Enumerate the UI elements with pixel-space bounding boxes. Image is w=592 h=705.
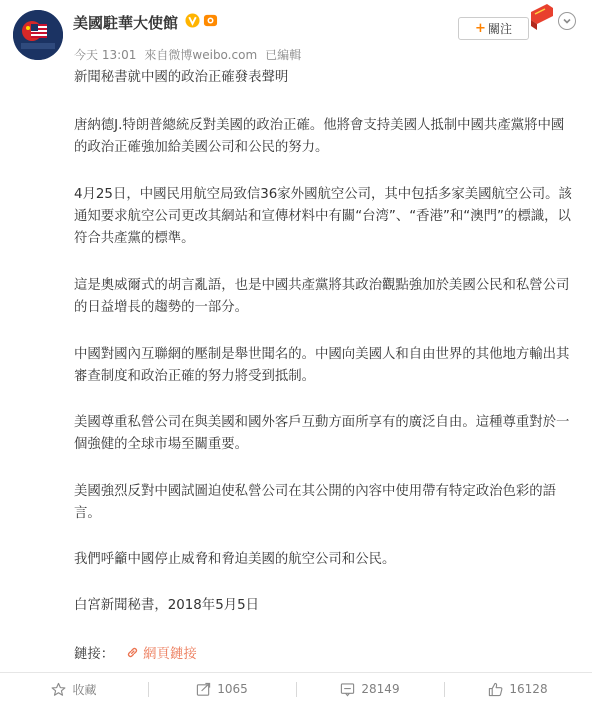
member-badge-icon <box>200 13 218 32</box>
repost-button[interactable] <box>148 673 296 705</box>
web-link-text: 網頁鏈接 <box>143 647 197 662</box>
post-edited: 已編輯 <box>265 48 302 62</box>
repost-count: 1065 <box>217 682 248 696</box>
repost-icon <box>196 682 211 697</box>
web-link[interactable] <box>126 643 197 662</box>
like-count: 16128 <box>509 682 548 696</box>
post-timestamp[interactable]: 今天 13:01 <box>74 48 137 62</box>
link-row <box>74 643 197 662</box>
verified-badge-icon <box>178 13 200 32</box>
post-paragraph: 唐納德J.特朗普總統反對美國的政治正確。他將會支持美國人抵制中國共產黨將中國的政治正確強加給美國公司和公民的努力。 <box>74 118 565 155</box>
post-paragraph: 中國對國內互聯網的壓制是舉世聞名的。中國向美國人和自由世界的其他地方輸出其審查制度和政治正確的努力將受到抵制。 <box>74 347 570 384</box>
author-row <box>73 11 218 33</box>
star-icon <box>51 682 66 697</box>
post-meta <box>74 46 301 63</box>
action-bar <box>0 673 592 705</box>
comment-count: 28149 <box>361 682 400 696</box>
like-button[interactable] <box>444 673 592 705</box>
post-paragraph: 美國強烈反對中國試圖迫使私營公司在其公開的內容中使用帶有特定政治色彩的語言。 <box>74 484 557 521</box>
chevron-down-icon[interactable] <box>558 12 576 30</box>
post-source: 來自微博weibo.com <box>144 48 258 62</box>
post-paragraph: 我們呼籲中國停止威脅和脅迫美國的航空公司和公民。 <box>74 552 396 567</box>
ribbon-icon <box>531 4 553 30</box>
like-icon <box>488 682 503 697</box>
post-paragraph: 4月25日，中國民用航空局致信36家外國航空公司，其中包括多家美國航空公司。該通知要求航空公司更改其網站和宣傳材料中有關“台湾”、“香港”和“澳門”的標識，以符合共產黨的標準。 <box>74 187 572 246</box>
post-paragraph: 美國尊重私營公司在與美國和國外客戶互動方面所享有的廣泛自由。這種尊重對於一個強健的全球市場至關重要。 <box>74 415 570 452</box>
comment-button[interactable] <box>296 673 444 705</box>
follow-button[interactable] <box>458 17 529 40</box>
favorite-button[interactable] <box>0 673 148 705</box>
link-label: 鏈接： <box>74 647 115 662</box>
author-name[interactable]: 美國駐華大使館 <box>73 13 179 32</box>
link-icon <box>126 646 139 659</box>
follow-label: 關注 <box>487 22 512 36</box>
comment-icon <box>340 682 355 697</box>
avatar[interactable] <box>13 10 63 60</box>
plus-icon: + <box>475 21 486 36</box>
post-signature: 白宮新聞秘書，2018年5月5日 <box>74 598 260 613</box>
favorite-label: 收藏 <box>72 682 97 697</box>
post-paragraph: 這是奧威爾式的胡言亂語，也是中國共產黨將其政治觀點強加於美國公民和私營公司的日益增長的趨勢的一部分。 <box>74 278 570 315</box>
post-title: 新聞秘書就中國的政治正確發表聲明 <box>74 70 289 85</box>
